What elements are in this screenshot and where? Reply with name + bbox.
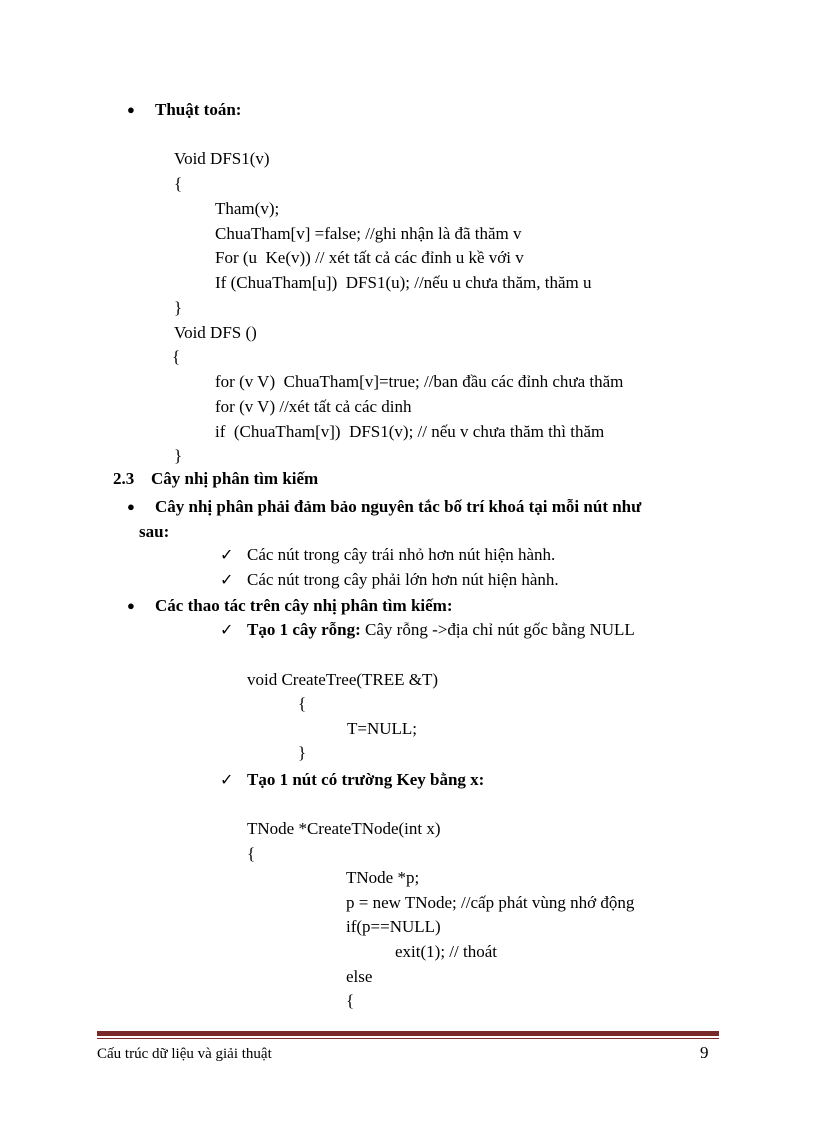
code-line: If (ChuaTham[u]) DFS1(u); //nếu u chưa thăm, thăm u bbox=[215, 273, 592, 292]
code-line: Tham(v); bbox=[215, 199, 280, 218]
rule-heading-line1: Cây nhị phân phải đảm bảo nguyên tắc bố trí khoá tại mỗi nút như bbox=[155, 497, 642, 516]
rule-item: Các nút trong cây trái nhỏ hơn nút hiện hành. bbox=[247, 545, 556, 564]
code-line: T=NULL; bbox=[347, 719, 418, 738]
code-line: else bbox=[346, 967, 373, 986]
page-number: 9 bbox=[700, 1043, 709, 1062]
code-line: { bbox=[172, 347, 181, 366]
code-line: for (v V) ChuaTham[v]=true; //ban đầu các đỉnh chưa thăm bbox=[215, 372, 624, 391]
op1-desc: Cây rỗng ->địa chỉ nút gốc bằng NULL bbox=[360, 620, 635, 639]
code-line: exit(1); // thoát bbox=[395, 942, 497, 961]
section-title: Cây nhị phân tìm kiếm bbox=[151, 469, 319, 488]
code-line: if (ChuaTham[v]) DFS1(v); // nếu v chưa thăm thì thăm bbox=[215, 422, 605, 441]
ops-heading: Các thao tác trên cây nhị phân tìm kiếm: bbox=[155, 596, 453, 615]
code-line: } bbox=[174, 446, 183, 465]
code-line: Void DFS1(v) bbox=[174, 149, 270, 168]
rule-item: Các nút trong cây phải lớn hơn nút hiện hành. bbox=[247, 570, 559, 589]
code-line: void CreateTree(TREE &T) bbox=[247, 670, 439, 689]
code-line: { bbox=[174, 174, 183, 193]
code-line: Void DFS () bbox=[174, 323, 257, 342]
code-line: for (v V) //xét tất cả các dinh bbox=[215, 397, 412, 416]
bullet-icon: ● bbox=[127, 102, 135, 117]
code-line: TNode *p; bbox=[346, 868, 420, 887]
section-number: 2.3 bbox=[113, 469, 135, 488]
code-line: if(p==NULL) bbox=[346, 917, 441, 936]
op1-label: Tạo 1 cây rỗng: bbox=[247, 620, 361, 639]
op1-line bbox=[247, 620, 635, 640]
code-line: } bbox=[174, 298, 183, 317]
bullet-icon: ● bbox=[127, 499, 135, 514]
op2-label: Tạo 1 nút có trường Key bằng x: bbox=[247, 770, 485, 789]
algorithm-heading: Thuật toán: bbox=[155, 100, 242, 119]
checkmark-icon: ✓ bbox=[220, 570, 234, 589]
checkmark-icon: ✓ bbox=[220, 770, 234, 789]
code-line: For (u Ke(v)) // xét tất cả các đỉnh u kề với v bbox=[215, 248, 524, 267]
code-line: TNode *CreateTNode(int x) bbox=[247, 819, 441, 838]
bullet-icon: ● bbox=[127, 598, 135, 613]
code-line: } bbox=[298, 743, 307, 762]
code-line: ChuaTham[v] =false; //ghi nhận là đã thăm v bbox=[215, 224, 522, 243]
checkmark-icon: ✓ bbox=[220, 620, 234, 639]
code-line: p = new TNode; //cấp phát vùng nhớ động bbox=[346, 893, 635, 912]
rule-heading-line2: sau: bbox=[139, 522, 170, 541]
code-line: { bbox=[247, 844, 256, 863]
code-line: { bbox=[298, 694, 307, 713]
footer-divider-thin bbox=[97, 1038, 719, 1039]
code-line: { bbox=[346, 991, 355, 1010]
checkmark-icon: ✓ bbox=[220, 545, 234, 564]
footer-divider bbox=[97, 1031, 719, 1036]
footer-text: Cấu trúc dữ liệu và giải thuật bbox=[97, 1046, 272, 1062]
